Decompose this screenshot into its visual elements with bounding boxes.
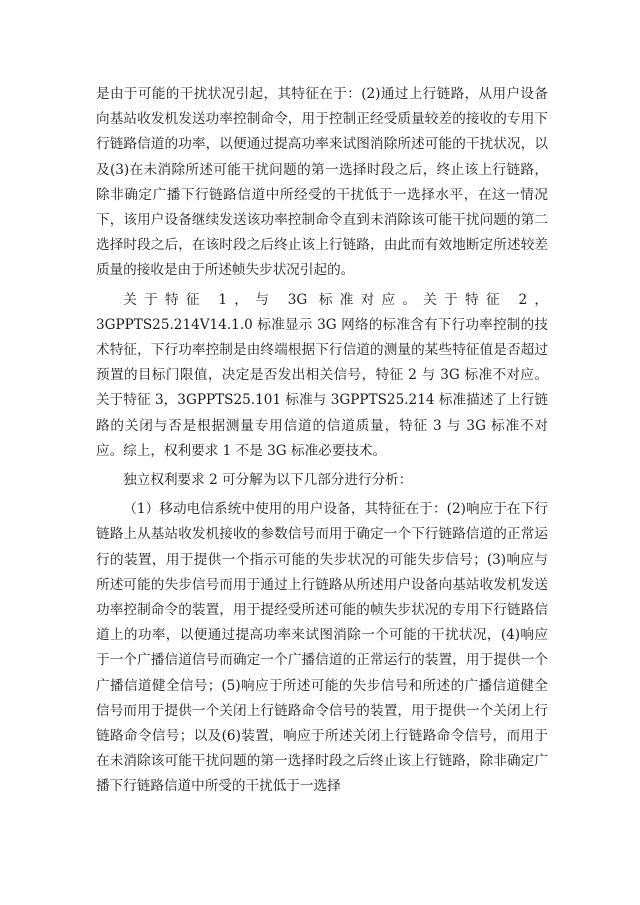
paragraph-feature-analysis: 关于特征 1，与 3G 标准对应。关于特征 2，3GPPTS25.214V14.1.0 标准显示 3G 网络的标准含有下行功率控制的技术特征，下行功率控制是由终端根据下行信道的测量的某些特征值是否超过预置的目标门限值，决定是否发出相关信号，特征 2 与 3G 标准不对应。关于特征 3，3GPPTS25.101 标准与 3GPPTS25.214 标准描述了上行链路的关闭与否是根据测量专用信道的信道质量，特征 3 与 3G 标准不对应。综上，权利要求 1 不是 3G 标准必要技术。 (96, 291, 548, 459)
paragraph-claim-2-intro: 独立权利要求 2 可分解为以下几部分进行分析： (123, 472, 413, 489)
paragraph-claim-2-parts: （1）移动电信系统中使用的用户设备，其特征在于：(2)响应于在下行链路上从基站收发机接收的参数信号而用于确定一个下行链路信道的正常运行的装置，用于提供一个指示可能的失步状况的可能失步信号；(3)响应与所述可能的失步信号而用于通过上行链路从所述用户设备向基站收发机发送功率控制命令的装置，用于提经受所述可能的帧失步状况的专用下行链路信道上的功率，以便通过提高功率来试图消除一个可能的干扰状况，(4)响应于一个广播信道信号而确定一个广播信道的正常运行的装置，用于提供一个广播信道健全信号；(5)响应于所述可能的失步信号和所述的广播信道健全信号而用于提供一个关闭上行链路命令信号的装置，用于提供一个关闭上行链路命令信号；以及(6)装置，响应于所述关闭上行链路命令信号，而用于在未消除该可能干扰问题的第一选择时段之后终止该上行链路，除非确定广播下行链路信道中所受的干扰低于一选择 (96, 501, 548, 795)
document-body (96, 82, 548, 804)
paragraph-continuation: 是由于可能的干扰状况引起，其特征在于：(2)通过上行链路，从用户设备向基站收发机发送功率控制命令，用于控制正经受质量较差的接收的专用下行链路信道的功率，以便通过提高功率来试图消除所述可能的干扰状况，以及(3)在未消除所述可能干扰问题的第一选择时段之后，终止该上行链路，除非确定广播下行链路信道中所经受的干扰低于一选择水平，在这一情况下，该用户设备继续发送该功率控制命令直到未消除该可能干扰问题的第二选择时段之后，在该时段之后终止该上行链路，由此而有效地断定所述较差质量的接收是由于所述帧失步状况引起的。 (96, 86, 548, 279)
